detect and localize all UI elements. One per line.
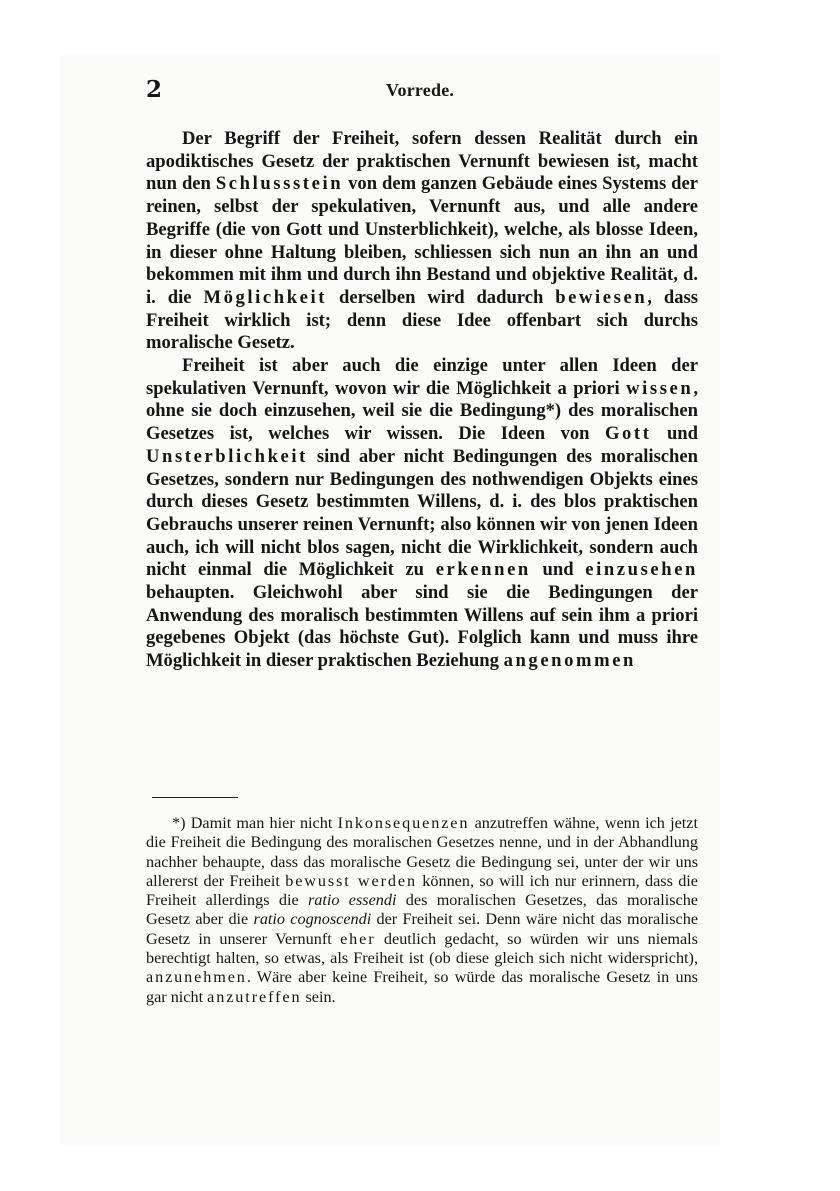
- emphasis-spaced: erkennen: [435, 559, 531, 581]
- emphasis-spaced: wissen: [626, 377, 694, 399]
- paragraph-2: [146, 355, 698, 673]
- emphasis-spaced: anzunehmen: [146, 968, 247, 987]
- main-text: [146, 128, 698, 673]
- emphasis-spaced: anzutreffen: [207, 987, 302, 1006]
- emphasis-spaced: bewiesen: [555, 286, 648, 308]
- text-run: und: [530, 559, 586, 581]
- text-run: . Wäre aber keine Freiheit, so würde das moralische Gesetz in uns gar nicht: [146, 968, 698, 1006]
- footnote-divider: [152, 797, 238, 798]
- italic-term: ratio essendi: [307, 891, 397, 910]
- text-run: , ohne sie doch einzusehen, weil sie die Bedingung*) des moralischen Gesetzes ist, welches wir wissen. Die Ideen von: [146, 377, 698, 445]
- emphasis-spaced: Möglichkeit: [203, 286, 328, 308]
- footnote: [146, 814, 698, 1007]
- footnote-paragraph: [146, 814, 698, 1007]
- paragraph-1: [146, 128, 698, 355]
- text-run: behaupten. Gleichwohl aber sind sie die Bedingungen der Anwendung des moralisch bestimmten Willens auf sein ihm a priori gegebenes Objekt (das höchste Gut). Folglich kann und muss ihre Möglichkeit in dieser praktischen Beziehung: [146, 582, 698, 672]
- emphasis-spaced: Gott: [604, 423, 652, 445]
- text-run: der Freiheit sei. Denn wäre nicht das moralische Gesetz in unserer Vernunft: [146, 910, 699, 948]
- italic-term: ratio cognoscendi: [253, 910, 372, 929]
- text-run: können, so will ich nur erinnern, dass die Freiheit allerdings die: [146, 871, 698, 910]
- text-run: anzutreffen wähne, wenn ich jetzt die Freiheit die Bedingung des moralischen Gesetzes nenne, und in der Abhandlung nachher behaupte, dass das moralische Gesetz die Bedingung sei, unter der wir uns allererst der Freiheit: [146, 814, 698, 890]
- emphasis-spaced: angenommen: [503, 650, 636, 672]
- text-run: , dass Freiheit wirklich ist; denn diese Idee offenbart sich durchs moralische Gesetz.: [146, 286, 698, 354]
- text-run: deutlich gedacht, so würden wir uns niemals berechtigt halten, so etwas, als Freiheit ist (ob diese gleich sich nicht widerspricht),: [146, 929, 698, 968]
- text-run: und: [651, 423, 698, 445]
- text-run: *) Damit man hier nicht: [172, 814, 338, 832]
- running-title: Vorrede.: [386, 80, 455, 100]
- emphasis-spaced: Inkonsequenzen: [337, 814, 470, 832]
- emphasis-spaced: Schlussstein: [215, 173, 344, 195]
- emphasis-spaced: eher: [340, 929, 376, 948]
- text-run: des moralischen Gesetzes, das moralische Gesetz aber die: [146, 891, 698, 929]
- text-run: derselben wird dadurch: [327, 286, 556, 308]
- page-number: 2: [146, 76, 163, 103]
- page-header: [146, 76, 698, 102]
- text-run: Der Begriff der Freiheit, sofern dessen Realität durch ein apodiktisches Gesetz der praktischen Vernunft bewiesen ist, macht nun den: [146, 128, 698, 195]
- emphasis-spaced: Unsterblichkeit: [146, 445, 308, 467]
- emphasis-spaced: bewusst werden: [285, 871, 417, 890]
- emphasis-spaced: einzusehen: [585, 559, 698, 581]
- text-run: von dem ganzen Gebäude eines Systems der reinen, selbst der spekulativen, Vernunft aus, und alle andere Begriffe (die von Gott und Unsterblichkeit), welche, als blosse Ideen, in dieser ohne Haltung bleiben, schliessen sich nun an ihn an und bekommen mit ihm und durch ihn Bestand und objektive Realität, d. i. die: [146, 173, 699, 308]
- text-run: sein.: [301, 987, 336, 1006]
- text-run: sind aber nicht Bedingungen des moralischen Gesetzes, sondern nur Bedingungen des nothwendigen Objekts eines durch dieses Gesetz bestimmten Willens, d. i. des blos praktischen Gebrauchs unserer reinen Vernunft; also können wir von jenen Ideen auch, ich will nicht blos sagen, nicht die Wirklichkeit, sondern auch nicht einmal die Möglichkeit zu: [146, 445, 698, 581]
- text-run: Freiheit ist aber auch die einzige unter allen Ideen der spekulativen Vernunft, wovon wir die Möglichkeit a priori: [146, 355, 698, 399]
